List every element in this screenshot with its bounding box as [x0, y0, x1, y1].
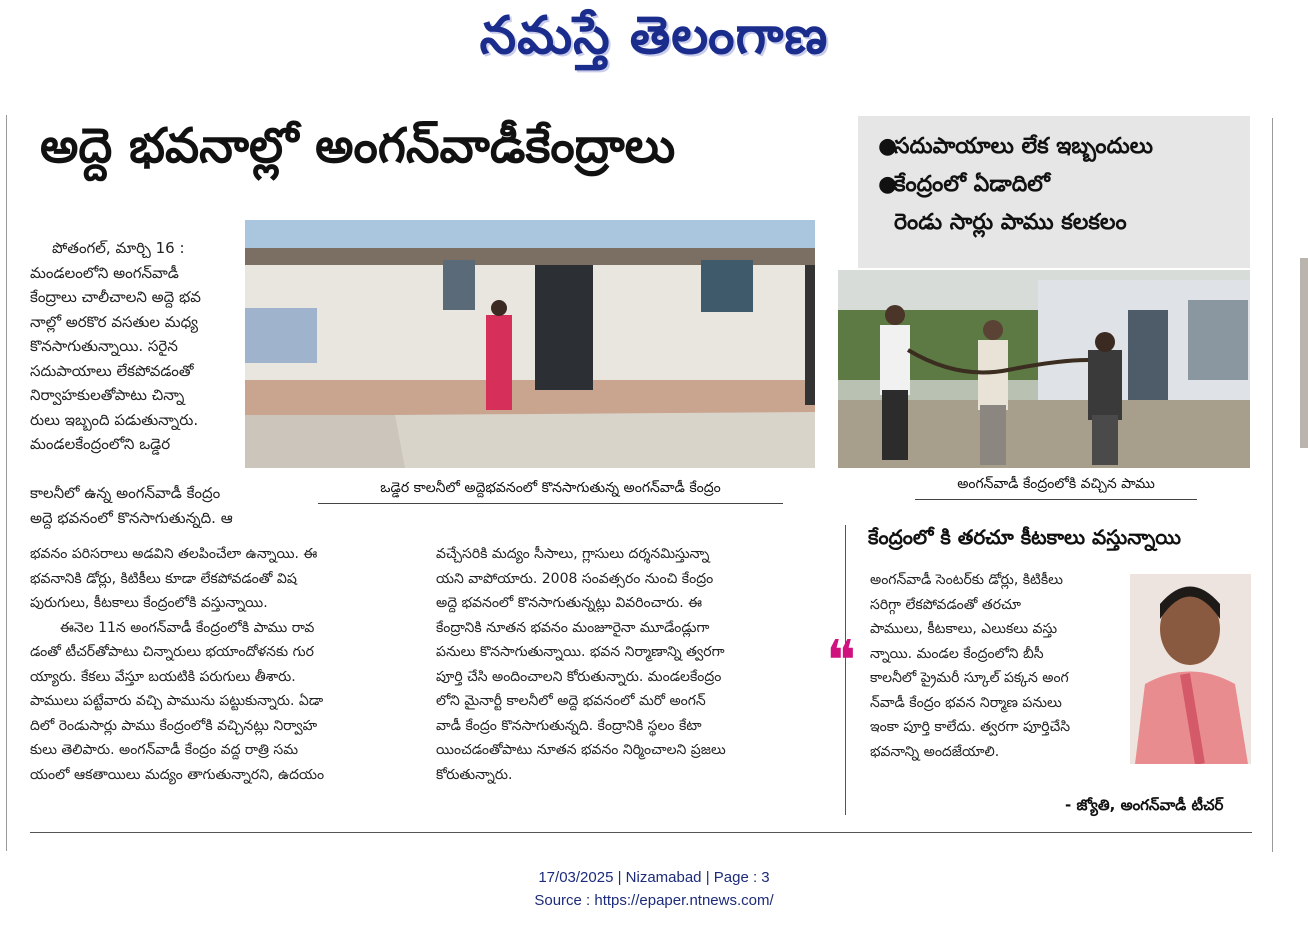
- text-line: పనులు కొనసాగుతున్నాయి. భవన నిర్మాణాన్ని త్వరగా: [436, 644, 725, 660]
- left-border: [6, 115, 7, 851]
- column-2: [436, 542, 816, 787]
- adjacent-photo-fragment: [1300, 258, 1308, 448]
- text-line: పాములు, కీటకాలు, ఎలుకలు వస్తు: [870, 621, 1058, 637]
- text-line: ఈనెల 11న అంగన్‌వాడీ కేంద్రంలోకి పాము రావ: [60, 619, 315, 636]
- highlight-item: ●కేంద్రంలో ఏడాదిలో: [878, 172, 1050, 197]
- quote-body: [870, 568, 1122, 764]
- text-line: సరిగ్గా లేకపోవడంతో తరచూ: [870, 596, 1022, 613]
- masthead: [0, 0, 1308, 80]
- text-line: న్‌వాడీ కేంద్రం భవన నిర్మాణ పనులు: [870, 694, 1062, 711]
- text-line: అద్దె భవనంలో కొనసాగుతున్నట్లు వివరించారు. ఈ: [436, 595, 703, 611]
- text-line: యని వాపోయారు. 2008 సంవత్సరం నుంచి కేంద్రం: [436, 570, 714, 587]
- text-line: కాలనీలో ఉన్న అంగన్‌వాడీ కేంద్రం: [30, 484, 221, 502]
- text-line: పోతంగల్, మార్చి 16 :: [52, 239, 185, 257]
- text-line: భవనాన్ని అందజేయాలి.: [870, 743, 1000, 760]
- portrait-image: [1130, 574, 1251, 764]
- text-line: న్నాయి. మండల కేంద్రంలోని బీసీ: [870, 645, 1044, 662]
- text-line: యంలో ఆకతాయిలు మద్యం తాగుతున్నారని, ఉదయం: [30, 766, 325, 783]
- quote-heading: కేంద్రంలో కి తరచూ కీటకాలు వస్తున్నాయి: [868, 525, 1182, 549]
- teacher-portrait: [1130, 574, 1251, 764]
- text-line: య్యారు. కేకలు వేస్తూ బయటికి పరుగులు తీశారు.: [30, 668, 296, 685]
- text-line: కేంద్రాలు చాలీచాలని అద్దె భవ: [30, 288, 201, 306]
- text-line: పురుగులు, కీటకాలు కేంద్రంలోకి వస్తున్నాయి.: [30, 595, 268, 611]
- text-line: డంతో టీచర్‌తోపాటు చిన్నారులు భయాందోళనకు గుర: [30, 644, 314, 660]
- text-line: లోని మైనార్టీ కాలనీలో అద్దె భవనంలో మరో అంగన్: [436, 693, 706, 709]
- bottom-rule: [30, 832, 1252, 833]
- newspaper-logo: నమస్తే తెలంగాణ: [479, 6, 829, 66]
- text-line: కొనసాగుతున్నాయి. సరైన: [30, 337, 178, 355]
- text-line: మండలకేంద్రంలోని ఒడ్డెర: [30, 435, 171, 453]
- column-1-bottom: [30, 542, 420, 787]
- building-photo-image: [245, 220, 815, 468]
- text-line: ఇంకా పూర్తి కాలేదు. త్వరగా పూర్తిచేసి: [870, 719, 1071, 735]
- column-1-top: [30, 236, 240, 457]
- text-line: పాములు పట్టేవారు వచ్చి పామును పట్టుకున్నారు. ఏడా: [30, 693, 324, 709]
- footer-source: Source : https://epaper.ntnews.com/: [534, 892, 774, 909]
- text-line: మండలంలోని అంగన్‌వాడీ: [30, 263, 179, 282]
- text-line: అద్దె భవనంలో కొనసాగుతున్నది. ఆ: [30, 508, 233, 527]
- text-line: పూర్తి చేసి అందించాలని కోరుతున్నారు. మండలకేంద్రం: [436, 668, 722, 685]
- text-line: దిలో రెండుసార్లు పాము కేంద్రంలోకి వచ్చినట్లు నిర్వాహ: [30, 717, 318, 734]
- text-line: సదుపాయాలు లేకపోవడంతో: [30, 361, 194, 380]
- photo1-caption: ఒడ్డెర కాలనీలో అద్దెభవనంలో కొనసాగుతున్న అంగన్‌వాడీ కేంద్రం: [318, 480, 783, 504]
- text-line: కోరుతున్నారు.: [436, 766, 513, 783]
- footer: [0, 866, 1308, 912]
- highlight-item: రెండు సార్లు పాము కలకలం: [894, 210, 1127, 235]
- snake-photo-image: [838, 270, 1250, 468]
- right-border: [1272, 118, 1273, 852]
- text-line: వాడీ కేంద్రం కొనసాగుతున్నది. కేంద్రానికి స్థలం కేటా: [436, 717, 702, 734]
- text-line: కులు తెలిపారు. అంగన్‌వాడీ కేంద్రం వద్ద రాత్రి సమ: [30, 742, 299, 758]
- quote-attribution: - జ్యోతి, అంగన్‌వాడీ టీచర్: [1065, 796, 1224, 814]
- text-line: నాల్లో అరకొర వసతుల మధ్య: [30, 312, 199, 331]
- text-line: నిర్వాహకులతోపాటు చిన్నా: [30, 386, 185, 404]
- column-1-mid: [30, 481, 285, 530]
- text-line: రులు ఇబ్బంది పడుతున్నారు.: [30, 410, 199, 429]
- highlight-item: ●సదుపాయాలు లేక ఇబ్బందులు: [878, 134, 1153, 159]
- text-line: భవనానికి డోర్లు, కిటికీలు కూడా లేకపోవడంతో విష: [30, 570, 297, 587]
- text-line: కాలనీలో ప్రైమరీ స్కూల్ పక్కన అంగ: [870, 670, 1069, 686]
- text-line: వచ్చేసరికి మద్యం సీసాలు, గ్లాసులు దర్శనమిస్తున్నా: [436, 546, 710, 562]
- text-line: కేంద్రానికి నూతన భవనం మంజూరైనా మూడేండ్లుగా: [436, 619, 710, 636]
- photo-anganwadi-building: [245, 220, 815, 468]
- photo-snake: [838, 270, 1250, 468]
- text-line: భవనం పరిసరాలు అడవిని తలపించేలా ఉన్నాయి. ఈ: [30, 546, 318, 562]
- article-headline: అద్దె భవనాల్లో అంగన్‌వాడీకేంద్రాలు: [40, 118, 676, 174]
- photo2-caption: అంగన్‌వాడీ కేంద్రంలోకి వచ్చిన పాము: [915, 476, 1197, 500]
- highlights-box: [858, 116, 1250, 268]
- text-line: యించడంతోపాటు నూతన భవనం నిర్మించాలని ప్రజలు: [436, 742, 726, 758]
- footer-date-page: 17/03/2025 | Nizamabad | Page : 3: [538, 869, 770, 886]
- text-line: అంగన్‌వాడీ సెంటర్‌కు డోర్లు, కిటికీలు: [870, 572, 1063, 588]
- quote-mark-icon: ❝: [826, 629, 857, 694]
